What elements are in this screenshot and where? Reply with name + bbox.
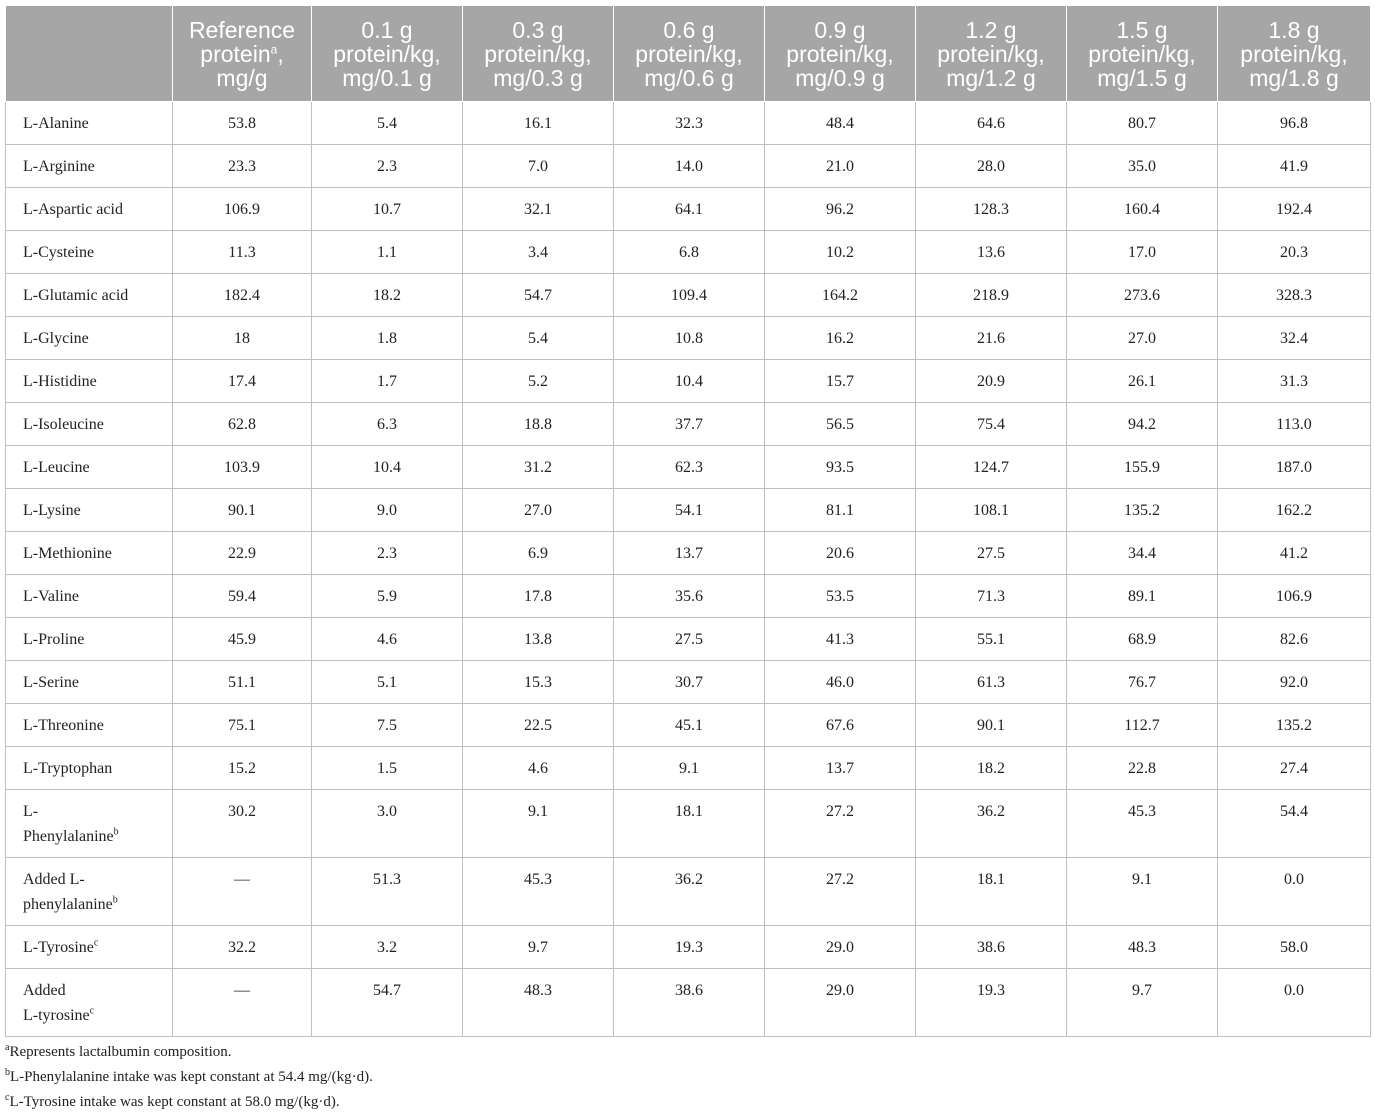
- amino-acid-name: L-Alanine: [6, 102, 173, 145]
- table-cell: 80.7: [1067, 102, 1218, 145]
- table-cell: 89.1: [1067, 575, 1218, 618]
- amino-acid-name: L-Leucine: [6, 446, 173, 489]
- table-cell: 10.7: [312, 188, 463, 231]
- table-cell: 13.7: [765, 747, 916, 790]
- table-row: [6, 704, 1371, 747]
- table-cell: 29.0: [765, 926, 916, 969]
- table-cell: 155.9: [1067, 446, 1218, 489]
- table-cell: 51.1: [173, 661, 312, 704]
- table-cell: 164.2: [765, 274, 916, 317]
- table-cell: 135.2: [1218, 704, 1371, 747]
- table-cell: —: [173, 858, 312, 926]
- table-cell: 19.3: [916, 969, 1067, 1037]
- amino-acid-name: L-Glycine: [6, 317, 173, 360]
- table-cell: 48.3: [463, 969, 614, 1037]
- table-row: [6, 858, 1371, 926]
- table-row: [6, 403, 1371, 446]
- table-cell: 41.2: [1218, 532, 1371, 575]
- table-cell: 53.5: [765, 575, 916, 618]
- table-cell: 16.2: [765, 317, 916, 360]
- table-cell: 27.5: [916, 532, 1067, 575]
- table-cell: 16.1: [463, 102, 614, 145]
- table-cell: 54.4: [1218, 790, 1371, 858]
- amino-acid-name: L-Glutamic acid: [6, 274, 173, 317]
- table-cell: 108.1: [916, 489, 1067, 532]
- table-cell: 17.4: [173, 360, 312, 403]
- table-cell: 90.1: [173, 489, 312, 532]
- table-cell: 13.6: [916, 231, 1067, 274]
- table-cell: 13.7: [614, 532, 765, 575]
- table-cell: 22.9: [173, 532, 312, 575]
- amino-acid-name: L-Serine: [6, 661, 173, 704]
- table-cell: 29.0: [765, 969, 916, 1037]
- table-cell: 273.6: [1067, 274, 1218, 317]
- table-cell: 90.1: [916, 704, 1067, 747]
- table-cell: 67.6: [765, 704, 916, 747]
- table-row: [6, 575, 1371, 618]
- table-cell: —: [173, 969, 312, 1037]
- table-cell: 9.7: [463, 926, 614, 969]
- table-cell: 75.1: [173, 704, 312, 747]
- footnote-c: $^c$L-Tyrosine intake was kept constant at 58.0 mg/(kg·d).: [5, 1092, 340, 1110]
- table-cell: 124.7: [916, 446, 1067, 489]
- table-cell: 18.2: [312, 274, 463, 317]
- table-cell: 20.9: [916, 360, 1067, 403]
- table-cell: 48.4: [765, 102, 916, 145]
- table-cell: 62.3: [614, 446, 765, 489]
- table-cell: 64.1: [614, 188, 765, 231]
- table-cell: 31.3: [1218, 360, 1371, 403]
- table-row: [6, 102, 1371, 145]
- amino-acid-name: L-Arginine: [6, 145, 173, 188]
- table-cell: 182.4: [173, 274, 312, 317]
- table-row: [6, 231, 1371, 274]
- amino-acid-name: L-Threonine: [6, 704, 173, 747]
- table-cell: 22.8: [1067, 747, 1218, 790]
- table-cell: 45.3: [463, 858, 614, 926]
- table-cell: 9.1: [1067, 858, 1218, 926]
- table-cell: 162.2: [1218, 489, 1371, 532]
- table-cell: 187.0: [1218, 446, 1371, 489]
- table-cell: 32.4: [1218, 317, 1371, 360]
- table-row: [6, 532, 1371, 575]
- table-cell: 5.2: [463, 360, 614, 403]
- footnotes: [5, 1040, 373, 1115]
- table-cell: 34.4: [1067, 532, 1218, 575]
- table-cell: 32.2: [173, 926, 312, 969]
- table-cell: 21.0: [765, 145, 916, 188]
- table-cell: 160.4: [1067, 188, 1218, 231]
- amino-acid-name: L-Lysine: [6, 489, 173, 532]
- table-cell: 5.4: [312, 102, 463, 145]
- table-cell: 3.2: [312, 926, 463, 969]
- amino-acid-name: L-Methionine: [6, 532, 173, 575]
- table-cell: 76.7: [1067, 661, 1218, 704]
- amino-acid-name: L- Phenylalanine$^b$: [6, 790, 173, 858]
- table-cell: 135.2: [1067, 489, 1218, 532]
- table-cell: 1.1: [312, 231, 463, 274]
- amino-acid-table: [5, 5, 1371, 1037]
- table-cell: 14.0: [614, 145, 765, 188]
- table-row: [6, 747, 1371, 790]
- table-row: [6, 926, 1371, 969]
- table-cell: 21.6: [916, 317, 1067, 360]
- table-cell: 36.2: [614, 858, 765, 926]
- table-cell: 54.1: [614, 489, 765, 532]
- table-cell: 17.0: [1067, 231, 1218, 274]
- table-cell: 4.6: [463, 747, 614, 790]
- table-cell: 81.1: [765, 489, 916, 532]
- table-cell: 51.3: [312, 858, 463, 926]
- table-cell: 0.0: [1218, 858, 1371, 926]
- table-cell: 35.0: [1067, 145, 1218, 188]
- header-0.3g: 0.3 g protein/kg, mg/0.3 g: [463, 6, 614, 102]
- table-cell: 96.2: [765, 188, 916, 231]
- table-cell: 106.9: [1218, 575, 1371, 618]
- table-cell: 11.3: [173, 231, 312, 274]
- table-cell: 92.0: [1218, 661, 1371, 704]
- table-cell: 41.3: [765, 618, 916, 661]
- table-cell: 9.1: [463, 790, 614, 858]
- table-cell: 35.6: [614, 575, 765, 618]
- amino-acid-table-container: [5, 5, 1370, 1037]
- table-cell: 1.8: [312, 317, 463, 360]
- table-cell: 36.2: [916, 790, 1067, 858]
- table-cell: 3.0: [312, 790, 463, 858]
- table-cell: 56.5: [765, 403, 916, 446]
- table-cell: 38.6: [614, 969, 765, 1037]
- table-cell: 71.3: [916, 575, 1067, 618]
- table-cell: 18.1: [614, 790, 765, 858]
- table-cell: 5.1: [312, 661, 463, 704]
- table-cell: 10.4: [614, 360, 765, 403]
- table-cell: 93.5: [765, 446, 916, 489]
- table-cell: 45.9: [173, 618, 312, 661]
- table-cell: 112.7: [1067, 704, 1218, 747]
- table-cell: 68.9: [1067, 618, 1218, 661]
- table-cell: 37.7: [614, 403, 765, 446]
- table-cell: 7.0: [463, 145, 614, 188]
- table-cell: 64.6: [916, 102, 1067, 145]
- header-0.9g: 0.9 g protein/kg, mg/0.9 g: [765, 6, 916, 102]
- table-row: [6, 618, 1371, 661]
- table-row: [6, 317, 1371, 360]
- table-cell: 15.3: [463, 661, 614, 704]
- table-cell: 75.4: [916, 403, 1067, 446]
- table-cell: 10.8: [614, 317, 765, 360]
- table-cell: 31.2: [463, 446, 614, 489]
- table-row: [6, 360, 1371, 403]
- table-cell: 2.3: [312, 532, 463, 575]
- table-cell: 1.5: [312, 747, 463, 790]
- table-cell: 23.3: [173, 145, 312, 188]
- table-cell: 27.0: [1067, 317, 1218, 360]
- amino-acid-name: L-Aspartic acid: [6, 188, 173, 231]
- table-cell: 45.3: [1067, 790, 1218, 858]
- table-cell: 96.8: [1218, 102, 1371, 145]
- table-cell: 1.7: [312, 360, 463, 403]
- table-cell: 19.3: [614, 926, 765, 969]
- header-1.2g: 1.2 g protein/kg, mg/1.2 g: [916, 6, 1067, 102]
- table-cell: 6.9: [463, 532, 614, 575]
- table-cell: 27.2: [765, 858, 916, 926]
- table-cell: 54.7: [312, 969, 463, 1037]
- table-cell: 28.0: [916, 145, 1067, 188]
- table-cell: 103.9: [173, 446, 312, 489]
- header-row: [6, 6, 1371, 102]
- table-cell: 41.9: [1218, 145, 1371, 188]
- amino-acid-name: L-Cysteine: [6, 231, 173, 274]
- table-cell: 18.8: [463, 403, 614, 446]
- header-0.1g: 0.1 g protein/kg, mg/0.1 g: [312, 6, 463, 102]
- table-cell: 109.4: [614, 274, 765, 317]
- amino-acid-name: L-Isoleucine: [6, 403, 173, 446]
- table-cell: 62.8: [173, 403, 312, 446]
- table-cell: 54.7: [463, 274, 614, 317]
- table-cell: 94.2: [1067, 403, 1218, 446]
- footnote-a: $^a$Represents lactalbumin composition.: [5, 1042, 232, 1060]
- table-cell: 128.3: [916, 188, 1067, 231]
- table-cell: 18.2: [916, 747, 1067, 790]
- table-cell: 10.4: [312, 446, 463, 489]
- table-cell: 32.1: [463, 188, 614, 231]
- table-body: [6, 102, 1371, 1037]
- table-cell: 22.5: [463, 704, 614, 747]
- amino-acid-name: Added L- phenylalanine$^b$: [6, 858, 173, 926]
- table-cell: 192.4: [1218, 188, 1371, 231]
- table-cell: 61.3: [916, 661, 1067, 704]
- table-cell: 58.0: [1218, 926, 1371, 969]
- table-row: [6, 188, 1371, 231]
- header-1.8g: 1.8 g protein/kg, mg/1.8 g: [1218, 6, 1371, 102]
- table-cell: 20.6: [765, 532, 916, 575]
- table-cell: 53.8: [173, 102, 312, 145]
- amino-acid-name: L-Histidine: [6, 360, 173, 403]
- table-cell: 6.8: [614, 231, 765, 274]
- table-cell: 18: [173, 317, 312, 360]
- table-cell: 3.4: [463, 231, 614, 274]
- table-cell: 55.1: [916, 618, 1067, 661]
- table-row: [6, 489, 1371, 532]
- table-cell: 2.3: [312, 145, 463, 188]
- header-1.5g: 1.5 g protein/kg, mg/1.5 g: [1067, 6, 1218, 102]
- table-row: [6, 446, 1371, 489]
- table-cell: 17.8: [463, 575, 614, 618]
- table-cell: 15.2: [173, 747, 312, 790]
- table-cell: 27.4: [1218, 747, 1371, 790]
- table-cell: 27.0: [463, 489, 614, 532]
- table-cell: 106.9: [173, 188, 312, 231]
- table-cell: 46.0: [765, 661, 916, 704]
- amino-acid-name: Added L-tyrosine$^c$: [6, 969, 173, 1037]
- amino-acid-name: L-Tryptophan: [6, 747, 173, 790]
- table-row: [6, 969, 1371, 1037]
- amino-acid-name: L-Valine: [6, 575, 173, 618]
- table-cell: 6.3: [312, 403, 463, 446]
- table-cell: 30.7: [614, 661, 765, 704]
- table-cell: 82.6: [1218, 618, 1371, 661]
- table-cell: 15.7: [765, 360, 916, 403]
- table-cell: 48.3: [1067, 926, 1218, 969]
- header-reference-protein: Reference protein$^a$, mg/g: [173, 6, 312, 102]
- table-cell: 10.2: [765, 231, 916, 274]
- table-cell: 20.3: [1218, 231, 1371, 274]
- table-cell: 13.8: [463, 618, 614, 661]
- table-row: [6, 790, 1371, 858]
- table-cell: 218.9: [916, 274, 1067, 317]
- table-cell: 27.2: [765, 790, 916, 858]
- table-cell: 26.1: [1067, 360, 1218, 403]
- table-cell: 32.3: [614, 102, 765, 145]
- table-row: [6, 661, 1371, 704]
- amino-acid-name: L-Tyrosine$^c$: [6, 926, 173, 969]
- amino-acid-name: L-Proline: [6, 618, 173, 661]
- table-cell: 45.1: [614, 704, 765, 747]
- table-row: [6, 145, 1371, 188]
- table-cell: 7.5: [312, 704, 463, 747]
- header-empty: [6, 6, 173, 102]
- table-cell: 9.0: [312, 489, 463, 532]
- table-cell: 5.4: [463, 317, 614, 360]
- table-cell: 38.6: [916, 926, 1067, 969]
- table-cell: 59.4: [173, 575, 312, 618]
- table-cell: 328.3: [1218, 274, 1371, 317]
- table-cell: 9.7: [1067, 969, 1218, 1037]
- table-cell: 113.0: [1218, 403, 1371, 446]
- table-cell: 4.6: [312, 618, 463, 661]
- header-0.6g: 0.6 g protein/kg, mg/0.6 g: [614, 6, 765, 102]
- table-cell: 0.0: [1218, 969, 1371, 1037]
- table-cell: 18.1: [916, 858, 1067, 926]
- table-cell: 9.1: [614, 747, 765, 790]
- table-row: [6, 274, 1371, 317]
- table-cell: 5.9: [312, 575, 463, 618]
- table-cell: 30.2: [173, 790, 312, 858]
- table-cell: 27.5: [614, 618, 765, 661]
- footnote-b: $^b$L-Phenylalanine intake was kept constant at 54.4 mg/(kg·d).: [5, 1067, 373, 1085]
